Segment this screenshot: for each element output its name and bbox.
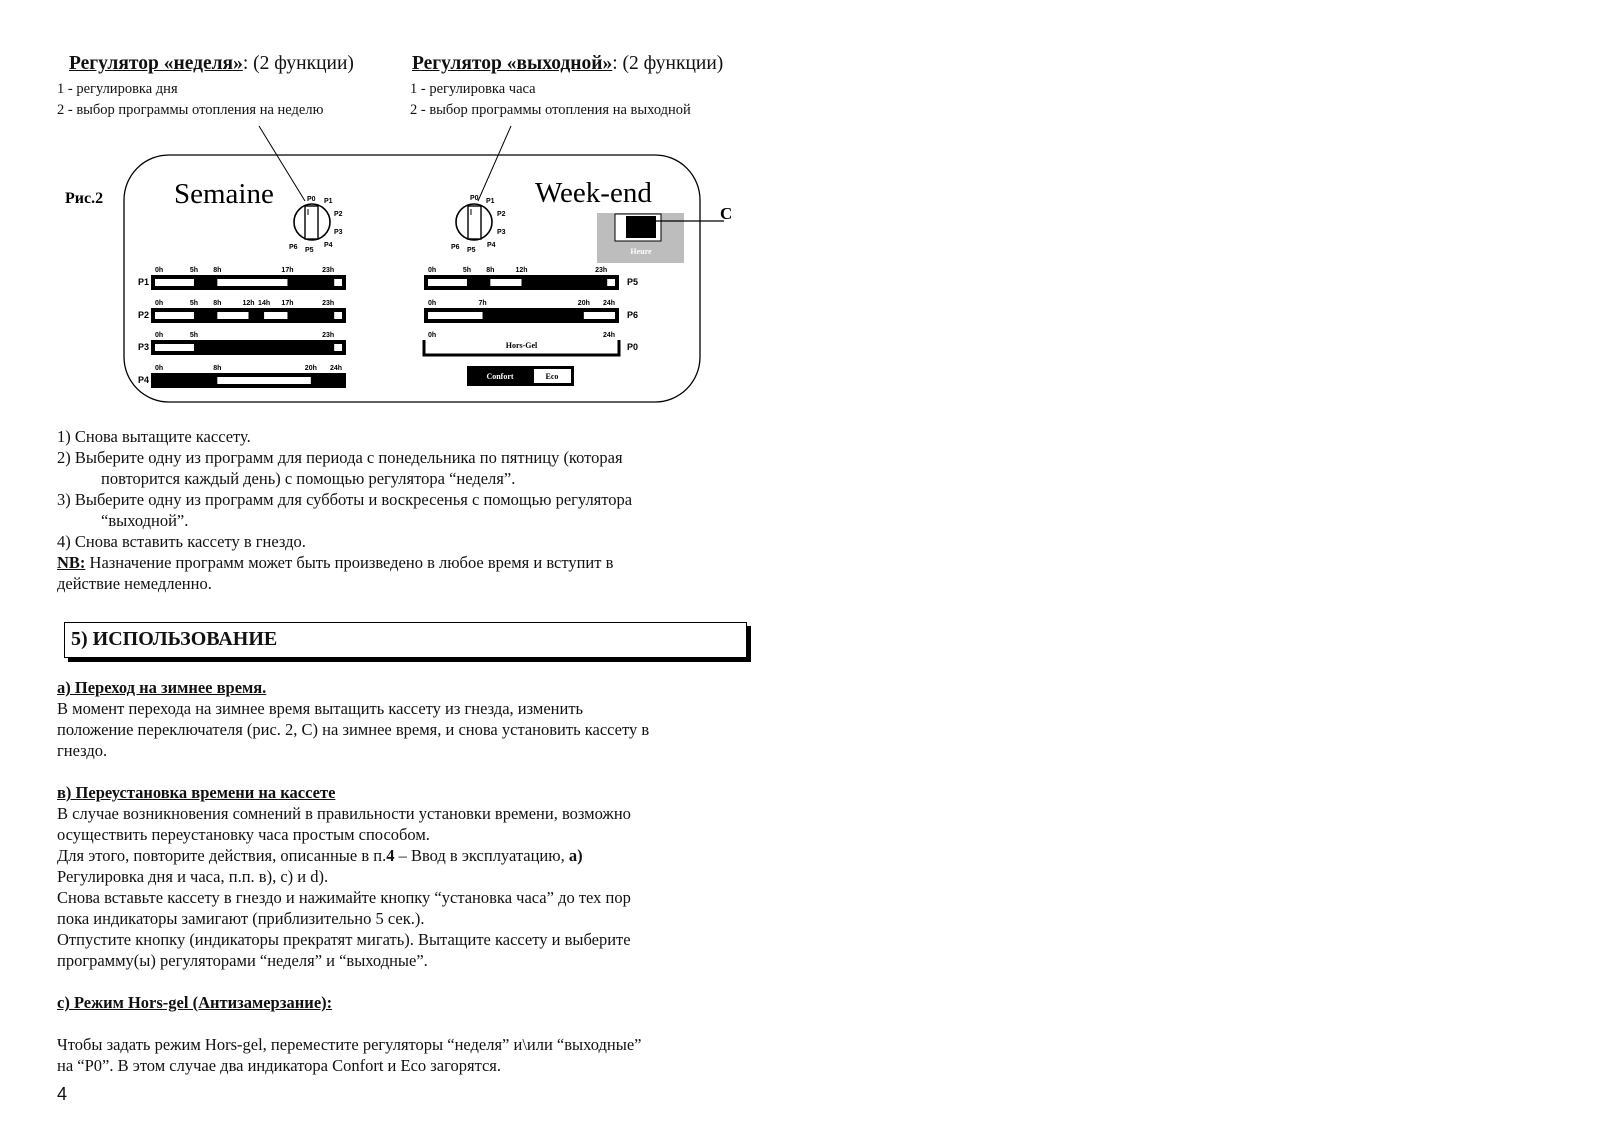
sub-b-title: в) Переустановка времени на кассете [57, 783, 336, 802]
semaine-dial-p4: P4 [324, 242, 333, 249]
heure-label: Heure [630, 247, 652, 256]
section-title: 5) ИСПОЛЬЗОВАНИЕ [71, 628, 278, 650]
tick-label: 23h [595, 267, 608, 274]
sub-a-line-1: В момент перехода на зимнее время вытащить кассету из гнезда, изменить [57, 699, 584, 718]
semaine-dial-p1: P1 [324, 198, 333, 205]
weekend-dial-p4: P4 [487, 242, 496, 249]
comfort-segment [334, 312, 342, 319]
tick-label: 5h [189, 332, 199, 339]
tick-label: 7h [478, 300, 487, 307]
confort-eco-indicator [467, 366, 574, 386]
tick-label: 5h [189, 300, 199, 307]
heure-switch-slider[interactable] [626, 216, 656, 238]
semaine-dial-p6: P6 [289, 244, 298, 251]
comfort-segment [607, 279, 615, 286]
weekend-dial-p2: P2 [497, 211, 506, 218]
horsgel-label: Hors-Gel [505, 341, 538, 350]
c-label: C [720, 204, 733, 223]
tick-label: 24h [602, 300, 615, 307]
page-number: 4 [57, 1084, 68, 1104]
semaine-dial-p3: P3 [334, 229, 343, 236]
section-heading-box [64, 622, 747, 658]
sub-b-line-5: Снова вставьте кассету в гнездо и нажимайте кнопку “установка часа” до тех пор [57, 888, 631, 907]
sub-b-line-6: пока индикаторы замигают (приблизительно 5 сек.). [57, 909, 425, 928]
eco-label: Eco [545, 372, 559, 381]
nb-note: NB: Назначение программ может быть произведено в любое время и вступит в [57, 553, 614, 572]
program-name: P3 [138, 342, 150, 352]
step-4: 4) Снова вставить кассету в гнездо. [57, 532, 306, 551]
sub-a-line-3: гнездо. [57, 741, 108, 760]
sub-a-title: а) Переход на зимнее время. [57, 678, 267, 697]
comfort-segment [490, 279, 521, 286]
program-name: P6 [627, 310, 639, 320]
program-name: P4 [138, 375, 150, 385]
program-name: P0 [627, 342, 639, 352]
comfort-segment [264, 312, 287, 319]
comfort-segment [217, 279, 287, 286]
comfort-segment [217, 377, 310, 384]
sub-c-line-2: на “P0”. В этом случае два индикатора Confort и Eco загорятся. [57, 1056, 502, 1075]
confort-label: Confort [486, 372, 514, 381]
program-name: P1 [138, 277, 150, 287]
tick-label: 0h [428, 267, 437, 274]
right-dial-item-1: 1 - регулировка часа [410, 81, 536, 97]
figure-caption: Рис.2 [65, 190, 104, 207]
comfort-segment [428, 312, 483, 319]
tick-label: 23h [322, 332, 335, 339]
weekend-dial-pointer [468, 206, 481, 239]
right-dial-heading: Регулятор «выходной»: (2 функции) [412, 53, 724, 74]
semaine-dial-p5: P5 [305, 247, 314, 254]
semaine-label: Semaine [174, 178, 274, 210]
sub-b-line-7: Отпустите кнопку (индикаторы прекратят мигать). Вытащите кассету и выберите [57, 930, 631, 949]
comfort-segment [155, 312, 194, 319]
step-3: 3) Выберите одну из программ для субботы и воскресенья с помощью регулятора [57, 490, 633, 509]
tick-label: 0h [155, 365, 164, 372]
tick-label: 0h [155, 267, 164, 274]
tick-label: 17h [281, 267, 294, 274]
comfort-segment [334, 279, 342, 286]
comfort-segment [155, 279, 194, 286]
tick-label: 14h [258, 300, 271, 307]
comfort-segment [334, 344, 342, 351]
right-dial-item-2: 2 - выбор программы отопления на выходной [410, 102, 691, 118]
program-name: P2 [138, 310, 150, 320]
tick-label: 24h [329, 365, 342, 372]
weekend-dial-p6: P6 [451, 244, 460, 251]
tick-label: 8h [486, 267, 495, 274]
tick-label: 0h [155, 300, 164, 307]
sub-c-line-1: Чтобы задать режим Hors-gel, переместите регуляторы “неделя” и\или “выходные” [57, 1035, 642, 1054]
tick-label: 24h [602, 332, 615, 339]
tick-label: 20h [304, 365, 317, 372]
semaine-dial-p2: P2 [334, 211, 343, 218]
comfort-segment [584, 312, 615, 319]
comfort-segment [155, 344, 194, 351]
step-2: 2) Выберите одну из программ для периода с понедельника по пятницу (которая [57, 448, 623, 467]
sub-b-line-3: Для этого, повторите действия, описанные в п.4 – Ввод в эксплуатацию, а) [57, 846, 583, 865]
sub-a-line-2: положение переключателя (рис. 2, С) на зимнее время, и снова установить кассету в [57, 720, 650, 739]
semaine-dial-pointer [305, 206, 318, 239]
sub-c-title: с) Режим Hors-gel (Антизамерзание): [57, 993, 333, 1012]
step-3-cont: “выходной”. [101, 511, 189, 530]
tick-label: 23h [322, 300, 335, 307]
weekend-dial-p5: P5 [467, 247, 476, 254]
tick-label: 17h [281, 300, 294, 307]
step-1: 1) Снова вытащите кассету. [57, 427, 251, 446]
weekend-dial-p0: P0 [470, 195, 479, 202]
figure-2 [0, 0, 760, 420]
sub-b-line-1: В случае возникновения сомнений в правильности установки времени, возможно [57, 804, 631, 823]
tick-label: 0h [155, 332, 164, 339]
program-name: P5 [627, 277, 639, 287]
left-dial-item-1: 1 - регулировка дня [57, 81, 178, 97]
left-dial-heading: Регулятор «неделя»: (2 функции) [69, 53, 354, 74]
comfort-segment [217, 312, 248, 319]
sub-b-line-8: программу(ы) регуляторами “неделя” и “выходные”. [57, 951, 428, 970]
tick-label: 5h [462, 267, 472, 274]
comfort-segment [428, 279, 467, 286]
tick-label: 12h [242, 300, 255, 307]
tick-label: 8h [213, 300, 222, 307]
tick-label: 5h [189, 267, 199, 274]
tick-label: 12h [515, 267, 528, 274]
step-2-cont: повторится каждый день) с помощью регулятора “неделя”. [101, 469, 516, 488]
tick-label: 8h [213, 267, 222, 274]
tick-label: 8h [213, 365, 222, 372]
tick-label: 0h [428, 332, 437, 339]
weekend-label: Week-end [535, 177, 652, 209]
tick-label: 0h [428, 300, 437, 307]
semaine-dial-p0: P0 [307, 196, 316, 203]
tick-label: 23h [322, 267, 335, 274]
weekend-dial-p1: P1 [486, 198, 495, 205]
nb-note-cont: действие немедленно. [57, 574, 212, 593]
tick-label: 20h [577, 300, 590, 307]
left-dial-item-2: 2 - выбор программы отопления на неделю [57, 102, 324, 118]
weekend-dial-p3: P3 [497, 229, 506, 236]
sub-b-line-4: Регулировка дня и часа, п.п. в), с) и d). [57, 867, 329, 886]
sub-b-line-2: осуществить переустановку часа простым способом. [57, 825, 430, 844]
